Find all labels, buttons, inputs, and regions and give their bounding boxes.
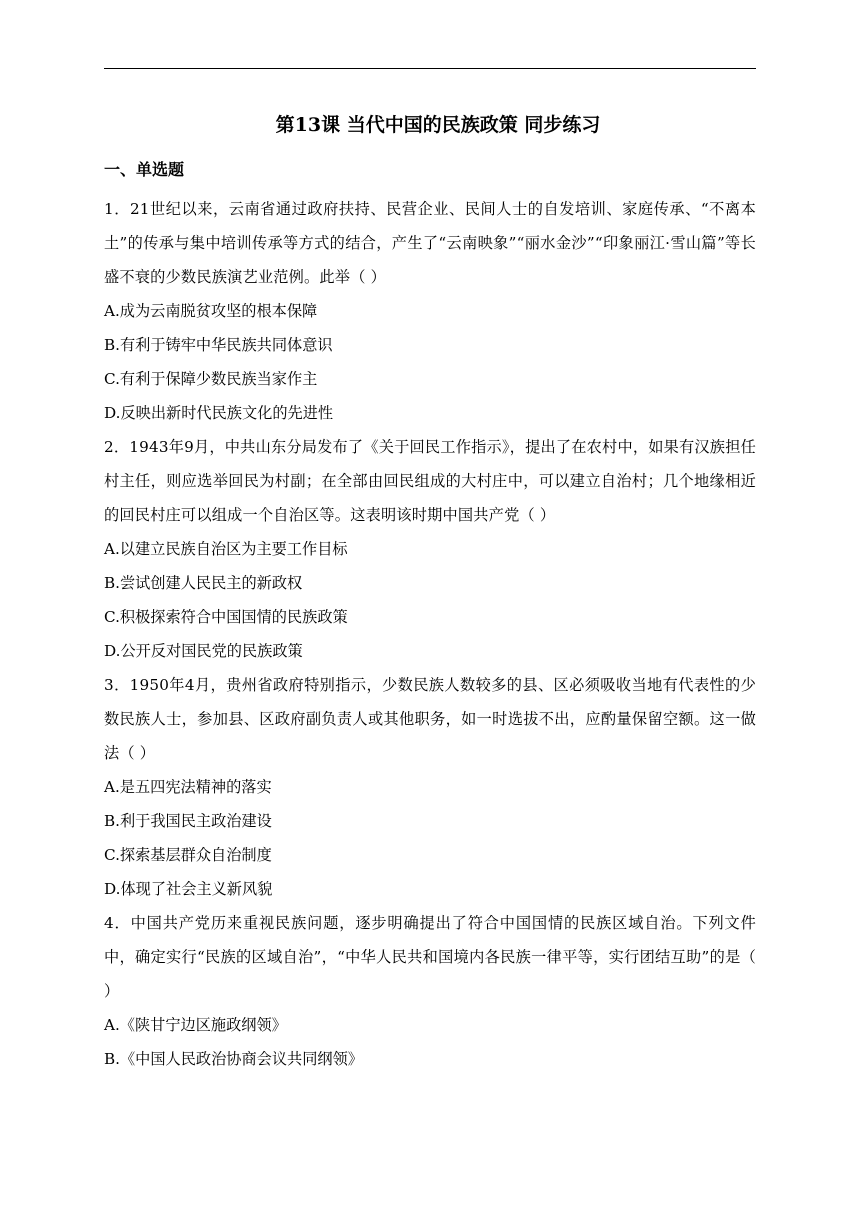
option-b: B.有利于铸牢中华民族共同体意识 bbox=[104, 336, 333, 354]
option-c: C.探索基层群众自治制度 bbox=[104, 846, 272, 864]
option-a: A.成为云南脱贫攻坚的根本保障 bbox=[104, 302, 318, 320]
section-heading: 一、单选题 bbox=[104, 160, 185, 179]
option-c: C.有利于保障少数民族当家作主 bbox=[104, 370, 318, 388]
option-a: A.《陕甘宁边区施政纲领》 bbox=[104, 1016, 287, 1034]
question-4 bbox=[104, 906, 756, 1076]
option-a: A.以建立民族自治区为主要工作目标 bbox=[104, 540, 348, 558]
option-a: A.是五四宪法精神的落实 bbox=[104, 778, 272, 796]
document-title: 第13课 当代中国的民族政策 同步练习 bbox=[275, 114, 601, 136]
header-rule bbox=[104, 68, 756, 69]
option-d: D.体现了社会主义新风貌 bbox=[104, 880, 273, 898]
option-d: D.反映出新时代民族文化的先进性 bbox=[104, 404, 334, 422]
document-body bbox=[104, 112, 756, 1076]
option-b: B.尝试创建人民民主的新政权 bbox=[104, 574, 303, 592]
question-2 bbox=[104, 430, 756, 668]
question-stem: 2．1943年9月，中共山东分局发布了《关于回民工作指示》，提出了在农村中，如果有汉族担任村主任，则应选举回民为村副；在全部由回民组成的大村庄中，可以建立自治村；几个地缘相近的回民村庄可以组成一个自治区等。这表明该时期中国共产党（ ） bbox=[104, 438, 756, 524]
option-b: B.利于我国民主政治建设 bbox=[104, 812, 272, 830]
question-stem: 3．1950年4月，贵州省政府特别指示，少数民族人数较多的县、区必须吸收当地有代表性的少数民族人士，参加县、区政府副负责人或其他职务，如一时选拔不出，应酌量保留空额。这一做法（ ） bbox=[104, 676, 756, 762]
question-stem: 4．中国共产党历来重视民族问题，逐步明确提出了符合中国国情的民族区域自治。下列文件中，确定实行“民族的区域自治”，“中华人民共和国境内各民族一律平等，实行团结互助”的是（ ） bbox=[104, 914, 756, 1000]
question-1 bbox=[104, 192, 756, 430]
option-c: C.积极探索符合中国国情的民族政策 bbox=[104, 608, 348, 626]
option-b: B.《中国人民政治协商会议共同纲领》 bbox=[104, 1050, 363, 1068]
question-stem: 1．21世纪以来，云南省通过政府扶持、民营企业、民间人士的自发培训、家庭传承、“不离本土”的传承与集中培训传承等方式的结合，产生了“云南映象”“丽水金沙”“印象丽江·雪山篇”等长盛不衰的少数民族演艺业范例。此举（ ） bbox=[104, 200, 756, 286]
option-d: D.公开反对国民党的民族政策 bbox=[104, 642, 303, 660]
question-3 bbox=[104, 668, 756, 906]
